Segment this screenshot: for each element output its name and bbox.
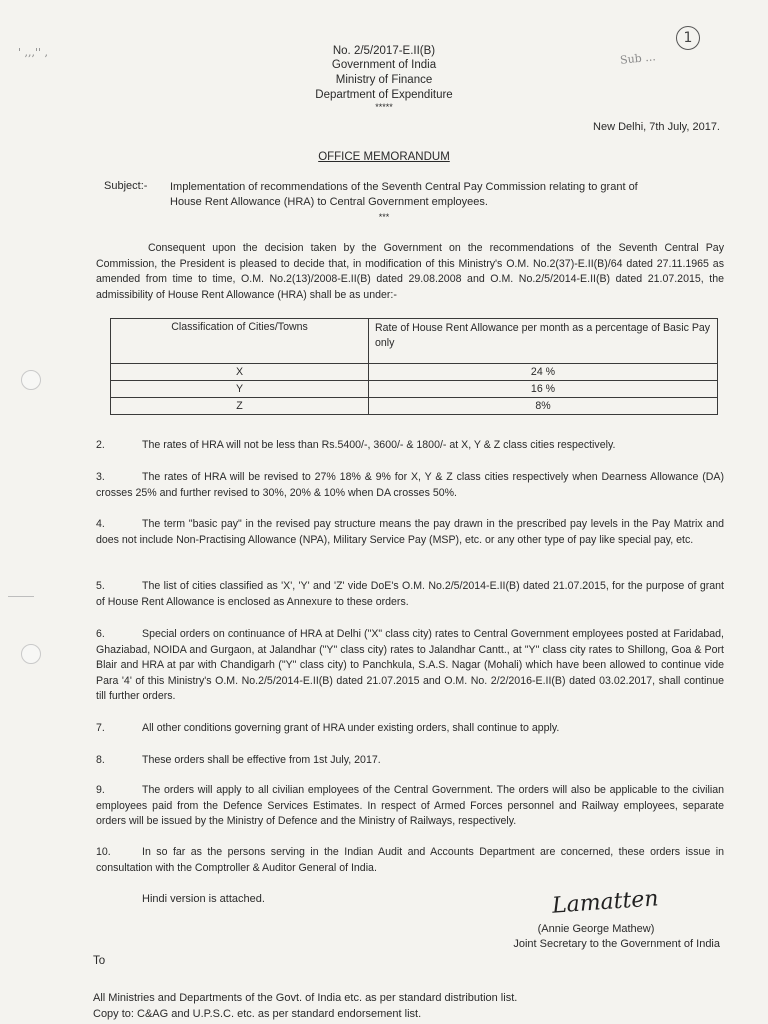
- paragraph-number: 9.: [96, 784, 105, 796]
- subject-text: [170, 180, 730, 210]
- header-stars: *****: [375, 102, 393, 112]
- file-number: No. 2/5/2017-E.II(B): [332, 45, 436, 57]
- paragraph-2: [96, 438, 724, 454]
- paragraph-text: Special orders on continuance of HRA at Delhi ("X" class city) rates to Central Government employees posted at Faridabad, Ghaziabad, NOIDA and Gurgaon, at Jalandhar ("Y" class city) rates to Jalandhar Cantt., at "Y" class city rates to Shillong, Goa & Port Blair and HRA at par with Chandigarh ("Y" class city) to Panchkula, S.A.S. Nagar (Mohali) which have been allowed to continue vide Para '4' of this Ministry's O.M. No.2/5/2014-E.II(B) dated 21.07.2015 and O.M. No. 2/2/2016-E.II(B) dated 03.02.2017, shall continue till further orders.: [96, 628, 724, 703]
- subject-stars: ***: [378, 212, 390, 222]
- copy-to-line: Copy to: C&AG and U.P.S.C. etc. as per standard endorsement list.: [93, 1008, 422, 1020]
- rate-y: 16 %: [369, 381, 718, 398]
- paragraph-number: 7.: [96, 722, 105, 734]
- city-class-y: Y: [111, 381, 369, 398]
- subject-line-2: House Rent Allowance (HRA) to Central Government employees.: [170, 196, 488, 208]
- signatory-name: (Annie George Mathew): [537, 923, 655, 935]
- paragraph-9: [96, 783, 724, 830]
- table-row: [111, 364, 718, 381]
- paragraph-7: [96, 721, 724, 737]
- header-city-classification: Classification of Cities/Towns: [111, 319, 369, 364]
- document-title: OFFICE MEMORANDUM: [318, 151, 450, 163]
- ministry-line: Ministry of Finance: [335, 74, 433, 86]
- paragraph-5: [96, 579, 724, 610]
- page-number-circle: 1: [676, 26, 700, 50]
- punch-hole-top: [21, 370, 41, 390]
- paragraph-10: [96, 845, 724, 876]
- rate-z: 8%: [369, 398, 718, 415]
- distribution-line: All Ministries and Departments of the Govt. of India etc. as per standard distribution list.: [93, 992, 518, 1004]
- table-row: [111, 381, 718, 398]
- subject-label: Subject:-: [104, 180, 148, 192]
- paragraph-number: 8.: [96, 754, 105, 766]
- intro-text: Consequent upon the decision taken by the Government on the recommendations of the Seventh Central Pay Commission, the President is pleased to decide that, in modification of this Ministry's O.M. No.2(37)-E.II(B)/64 dated 27.11.1965 as amended from time to time, O.M. No.2(13)/2008-E.II(B) dated 29.08.2008 and O.M. No.2/5/2014-E.II(B) dated 21.07.2015, the admissibility of House Rent Allowance (HRA) shall be as under:-: [96, 242, 724, 301]
- header-hra-rate: Rate of House Rent Allowance per month as a percentage of Basic Pay only: [369, 319, 718, 364]
- paragraph-number: 2.: [96, 439, 105, 451]
- corner-scribble-right: Sub ...: [619, 50, 657, 67]
- paragraph-text: These orders shall be effective from 1st July, 2017.: [142, 754, 381, 766]
- subject-line-1: Implementation of recommendations of the Seventh Central Pay Commission relating to grant of: [170, 181, 638, 193]
- government-line: Government of India: [331, 59, 437, 71]
- paragraph-number: 5.: [96, 580, 105, 592]
- intro-paragraph: [96, 241, 724, 303]
- paragraph-text: The list of cities classified as 'X', 'Y' and 'Z' vide DoE's O.M. No.2/5/2014-E.II(B) dated 21.07.2015, for the purpose of grant of House Rent Allowance is enclosed as Annexure to these orders.: [96, 580, 724, 608]
- signature: Lamatten: [551, 886, 660, 919]
- paragraph-text: The orders will apply to all civilian employees of the Central Government. The orders will also be applicable to the civilian employees paid from the Defence Services Estimates. In respect of Armed Forces personnel and Railway employees, separate orders will be issued by the Ministry of Defence and the Ministry of Railways, respectively.: [96, 784, 724, 828]
- paragraph-text: The rates of HRA will be revised to 27% 18% & 9% for X, Y & Z class cities respectively when Dearness Allowance (DA) crosses 25% and further revised to 30%, 20% & 10% when DA crosses 50%.: [96, 471, 724, 499]
- hindi-version-note: Hindi version is attached.: [142, 893, 265, 905]
- paragraph-text: In so far as the persons serving in the Indian Audit and Accounts Department are concerned, these orders issue in consultation with the Comptroller & Auditor General of India.: [96, 846, 724, 874]
- table-header-row: [111, 319, 718, 364]
- margin-mark: [8, 596, 34, 597]
- paragraph-8: [96, 753, 724, 769]
- date-line: New Delhi, 7th July, 2017.: [593, 121, 720, 133]
- paragraph-4: [96, 517, 724, 548]
- paragraph-number: 6.: [96, 628, 105, 640]
- to-label: To: [93, 955, 106, 967]
- paragraph-text: The rates of HRA will not be less than Rs.5400/-, 3600/- & 1800/- at X, Y & Z class cities respectively.: [142, 439, 616, 451]
- department-line: Department of Expenditure: [315, 89, 453, 101]
- paragraph-number: 3.: [96, 471, 105, 483]
- paragraph-number: 4.: [96, 518, 105, 530]
- paragraph-text: The term "basic pay" in the revised pay structure means the pay drawn in the prescribed pay levels in the Pay Matrix and does not include Non-Practising Allowance (NPA), Military Service Pay (MSP), etc. or any other type of pay like special pay, etc.: [96, 518, 724, 546]
- hra-rate-table: [110, 318, 718, 415]
- rate-x: 24 %: [369, 364, 718, 381]
- city-class-z: Z: [111, 398, 369, 415]
- paragraph-6: [96, 627, 724, 705]
- table-row: [111, 398, 718, 415]
- paragraph-text: All other conditions governing grant of HRA under existing orders, shall continue to apply.: [142, 722, 560, 734]
- punch-hole-bottom: [21, 644, 41, 664]
- city-class-x: X: [111, 364, 369, 381]
- signatory-designation: Joint Secretary to the Government of India: [513, 938, 720, 950]
- paragraph-number: 10.: [96, 846, 111, 858]
- paragraph-3: [96, 470, 724, 501]
- corner-scribble-left: ' ,,,'' ,: [18, 46, 49, 59]
